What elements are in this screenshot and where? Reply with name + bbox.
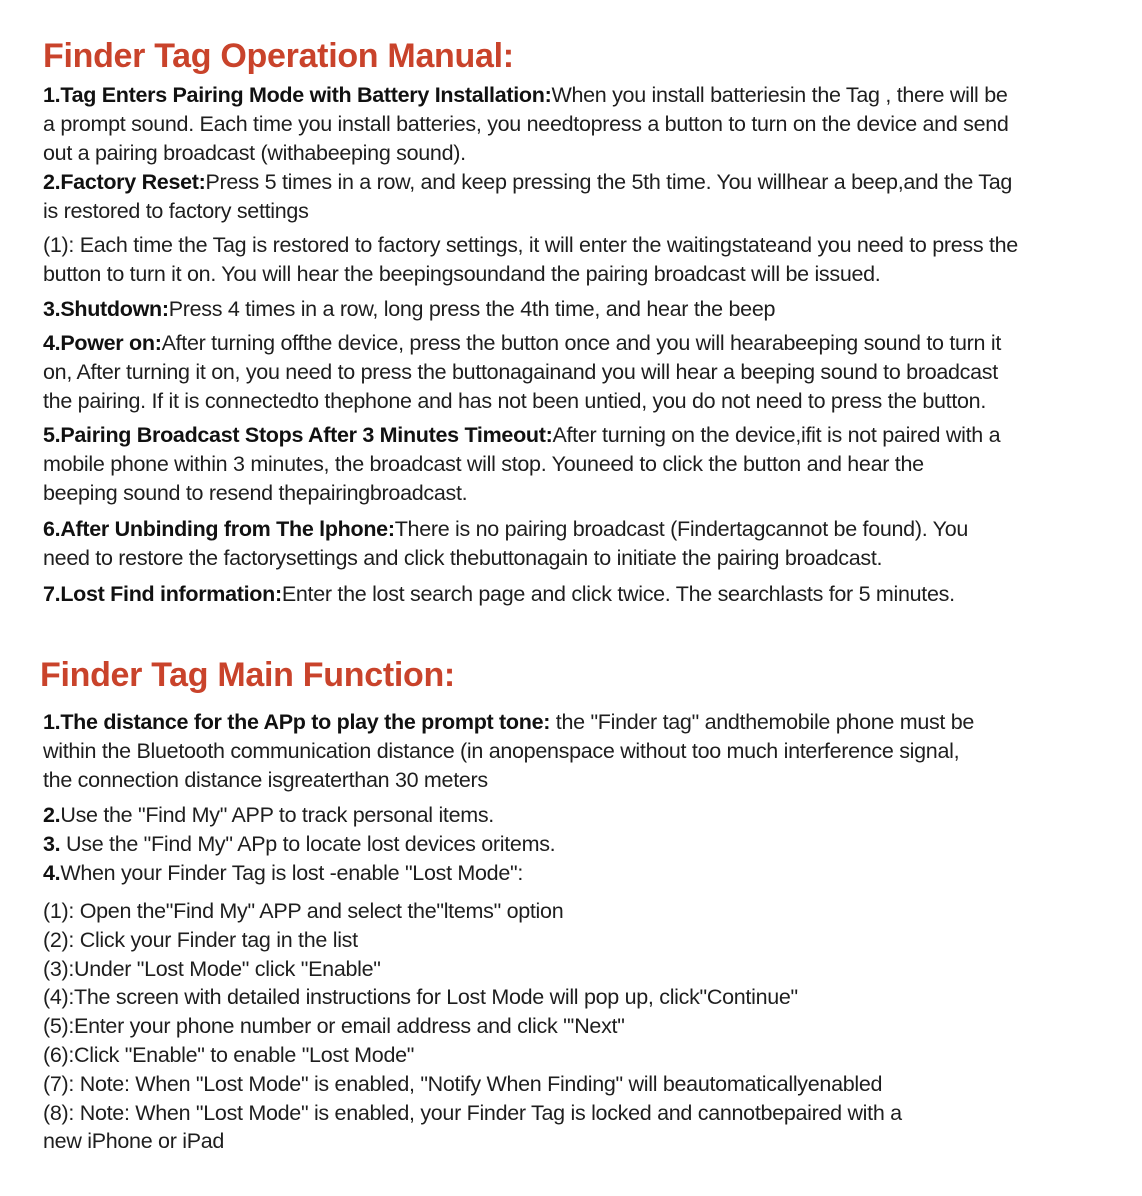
function-item-lost-mode-steps (43, 897, 1118, 1156)
lost-mode-step: (4):The screen with detailed instructions for Lost Mode will pop up, click"Continue" (43, 985, 798, 1010)
manual-item-after-unbinding: 6.After Unbinding from The lphone:There is no pairing broadcast (Findertagcannot be found). You need to restore the factorysettings and click thebuttonagain to initiate the pairing broadcast. (43, 517, 969, 570)
lost-mode-step: (3):Under "Lost Mode" click "Enable" (43, 956, 381, 981)
manual-item-factory-reset: 2.Factory Reset:Press 5 times in a row, and keep pressing the 5th time. You willhear a beep,and the Tag is restored to factory settings (43, 170, 1013, 223)
lost-mode-step: (7): Note: When "Lost Mode" is enabled, "Notify When Finding" will beautomaticallyenabled (43, 1071, 883, 1096)
manual-item-lost-find: 7.Lost Find information:Enter the lost search page and click twice. The searchlasts for 5 minutes. (43, 582, 955, 606)
main-function-title: Finder Tag Main Function: (40, 656, 455, 694)
function-item-label: 2. (43, 803, 61, 827)
manual-item-label: 3.Shutdown: (43, 297, 169, 321)
manual-item-pairing-mode: 1.Tag Enters Pairing Mode with Battery Installation:When you install batteriesin the Tag , there will be a prompt sound. Each time you install batteries, you needtopress a button to turn on the device and send out a pairing broadcast (withabeeping sound). (43, 83, 1009, 165)
manual-item-power-on: 4.Power on:After turning offthe device, press the button once and you will hearabeeping sound to turn it on, After turning it on, you need to press the buttonagainand you will hear a beeping sound to broadcast the pairing. If it is connectedto thephone and has not been untied, you do not need to press the button. (43, 331, 1002, 413)
lost-mode-step: (1): Open the"Find My" APP and select the"ltems" option (43, 899, 564, 923)
manual-item-shutdown: 3.Shutdown:Press 4 times in a row, long press the 4th time, and hear the beep (43, 297, 776, 321)
manual-item-label: 4.Power on: (43, 331, 162, 355)
manual-item-label: 7.Lost Find information: (43, 582, 282, 606)
function-item-label: 4. (43, 860, 61, 885)
operation-manual-title: Finder Tag Operation Manual: (43, 37, 514, 75)
manual-item-factory-reset-note: (1): Each time the Tag is restored to factory settings, it will enter the waitingstateand you need to press the button to turn it on. You will hear the beepingsoundand the pairing broadcast will be issued. (43, 233, 1018, 286)
manual-item-label: 1.Tag Enters Pairing Mode with Battery Installation: (43, 83, 552, 107)
function-item-label: 1.The distance for the APp to play the prompt tone: (43, 710, 551, 734)
lost-mode-step: (2): Click your Finder tag in the list (43, 927, 358, 952)
function-item-prompt-distance: 1.The distance for the APp to play the prompt tone: the "Finder tag" andthemobile phone must be within the Bluetooth communication distance (in anopenspace without too much interference signal, the connection distance isgreaterthan 30 meters (43, 710, 975, 792)
manual-item-label: 5.Pairing Broadcast Stops After 3 Minutes Timeout: (43, 423, 553, 447)
function-item-track-items: 2.Use the "Find My" APP to track personal items. 3. Use the "Find My" APp to locate lost devices oritems. 4.When your Finder Tag is lost -enable "Lost Mode": (43, 803, 556, 885)
function-item-label: 3. (43, 831, 61, 856)
manual-item-broadcast-timeout: 5.Pairing Broadcast Stops After 3 Minutes Timeout:After turning on the device,ifit is not paired with a mobile phone within 3 minutes, the broadcast will stop. Youneed to click the button and hear the beeping sound to resend thepairingbroadcast. (43, 423, 1001, 505)
manual-item-label: 2.Factory Reset: (43, 170, 206, 194)
lost-mode-step: (6):Click "Enable" to enable "Lost Mode" (43, 1042, 415, 1067)
lost-mode-step: new iPhone or iPad (43, 1129, 225, 1154)
lost-mode-step: (5):Enter your phone number or email address and click "'Next" (43, 1014, 625, 1039)
lost-mode-step: (8): Note: When "Lost Mode" is enabled, your Finder Tag is locked and cannotbepaired with a (43, 1100, 902, 1125)
manual-item-label: 6.After Unbinding from The lphone: (43, 517, 395, 541)
